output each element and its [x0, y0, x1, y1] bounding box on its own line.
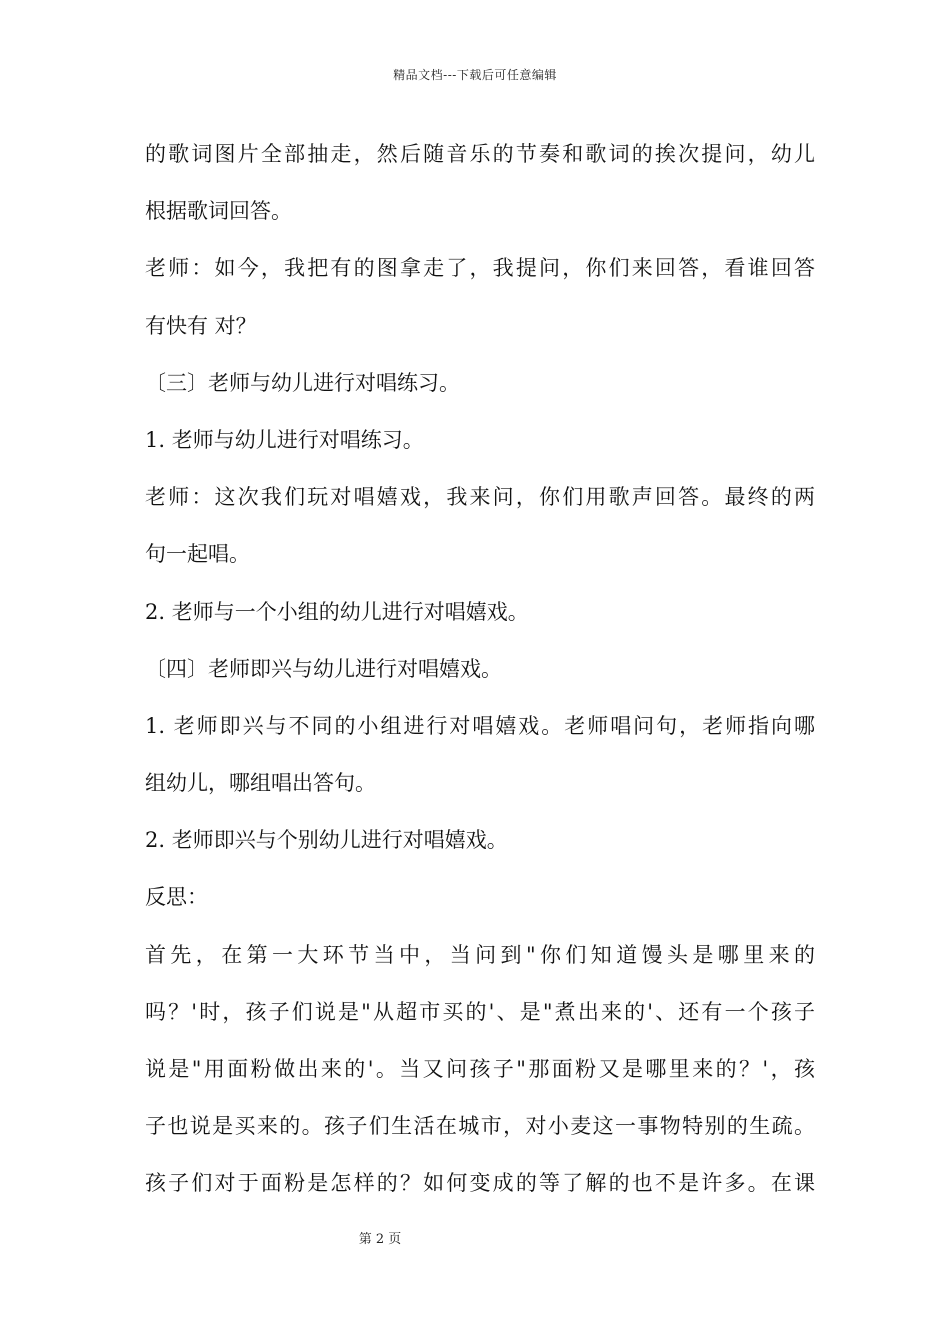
- paragraph-line: 根据歌词回答。: [145, 199, 292, 224]
- paragraph-line: 子也说是买来的。孩子们生活在城市，对小麦这一事物特别的生疏。: [145, 1114, 815, 1139]
- page-header: 精品文档---下载后可任意编辑: [393, 68, 557, 82]
- paragraph-line: 吗？'时，孩子们说是"从超市买的'、是"煮出来的'、还有一个孩子: [145, 999, 815, 1024]
- paragraph-line: 反思：: [145, 885, 208, 910]
- paragraph-line: 老师：这次我们玩对唱嬉戏，我来问，你们用歌声回答。最终的两: [145, 485, 815, 510]
- paragraph-line: 2. 老师即兴与个别幼儿进行对唱嬉戏。: [145, 828, 508, 853]
- page-number: 第 2 页: [358, 1232, 402, 1247]
- paragraph-line: 2. 老师与一个小组的幼儿进行对唱嬉戏。: [145, 599, 529, 624]
- paragraph-line: 说是"用面粉做出来的'。当又问孩子"那面粉又是哪里来的？'，孩: [145, 1057, 815, 1081]
- paragraph-line: 〔三〕老师与幼儿进行对唱练习。: [145, 370, 460, 395]
- document-body: [145, 134, 815, 1221]
- paragraph-line: 组幼儿，哪组唱出答句。: [145, 771, 376, 796]
- paragraph-line: 老师：如今，我把有的图拿走了，我提问，你们来回答，看谁回答: [145, 256, 815, 281]
- paragraph-line: 1. 老师即兴与不同的小组进行对唱嬉戏。老师唱问句，老师指向哪: [145, 713, 815, 738]
- paragraph-line: 孩子们对于面粉是怎样的？如何变成的等了解的也不是许多。在课: [145, 1171, 815, 1196]
- paragraph-line: 句一起唱。: [145, 542, 250, 567]
- paragraph-line: 1. 老师与幼儿进行对唱练习。: [145, 427, 424, 452]
- paragraph-line: 的歌词图片全部抽走，然后随音乐的节奏和歌词的挨次提问，幼儿: [145, 142, 815, 166]
- paragraph-line: 〔四〕老师即兴与幼儿进行对唱嬉戏。: [145, 656, 502, 681]
- paragraph-line: 有快有 对？: [145, 313, 257, 338]
- paragraph-line: 首先，在第一大环节当中，当问到"你们知道馒头是哪里来的: [145, 942, 815, 967]
